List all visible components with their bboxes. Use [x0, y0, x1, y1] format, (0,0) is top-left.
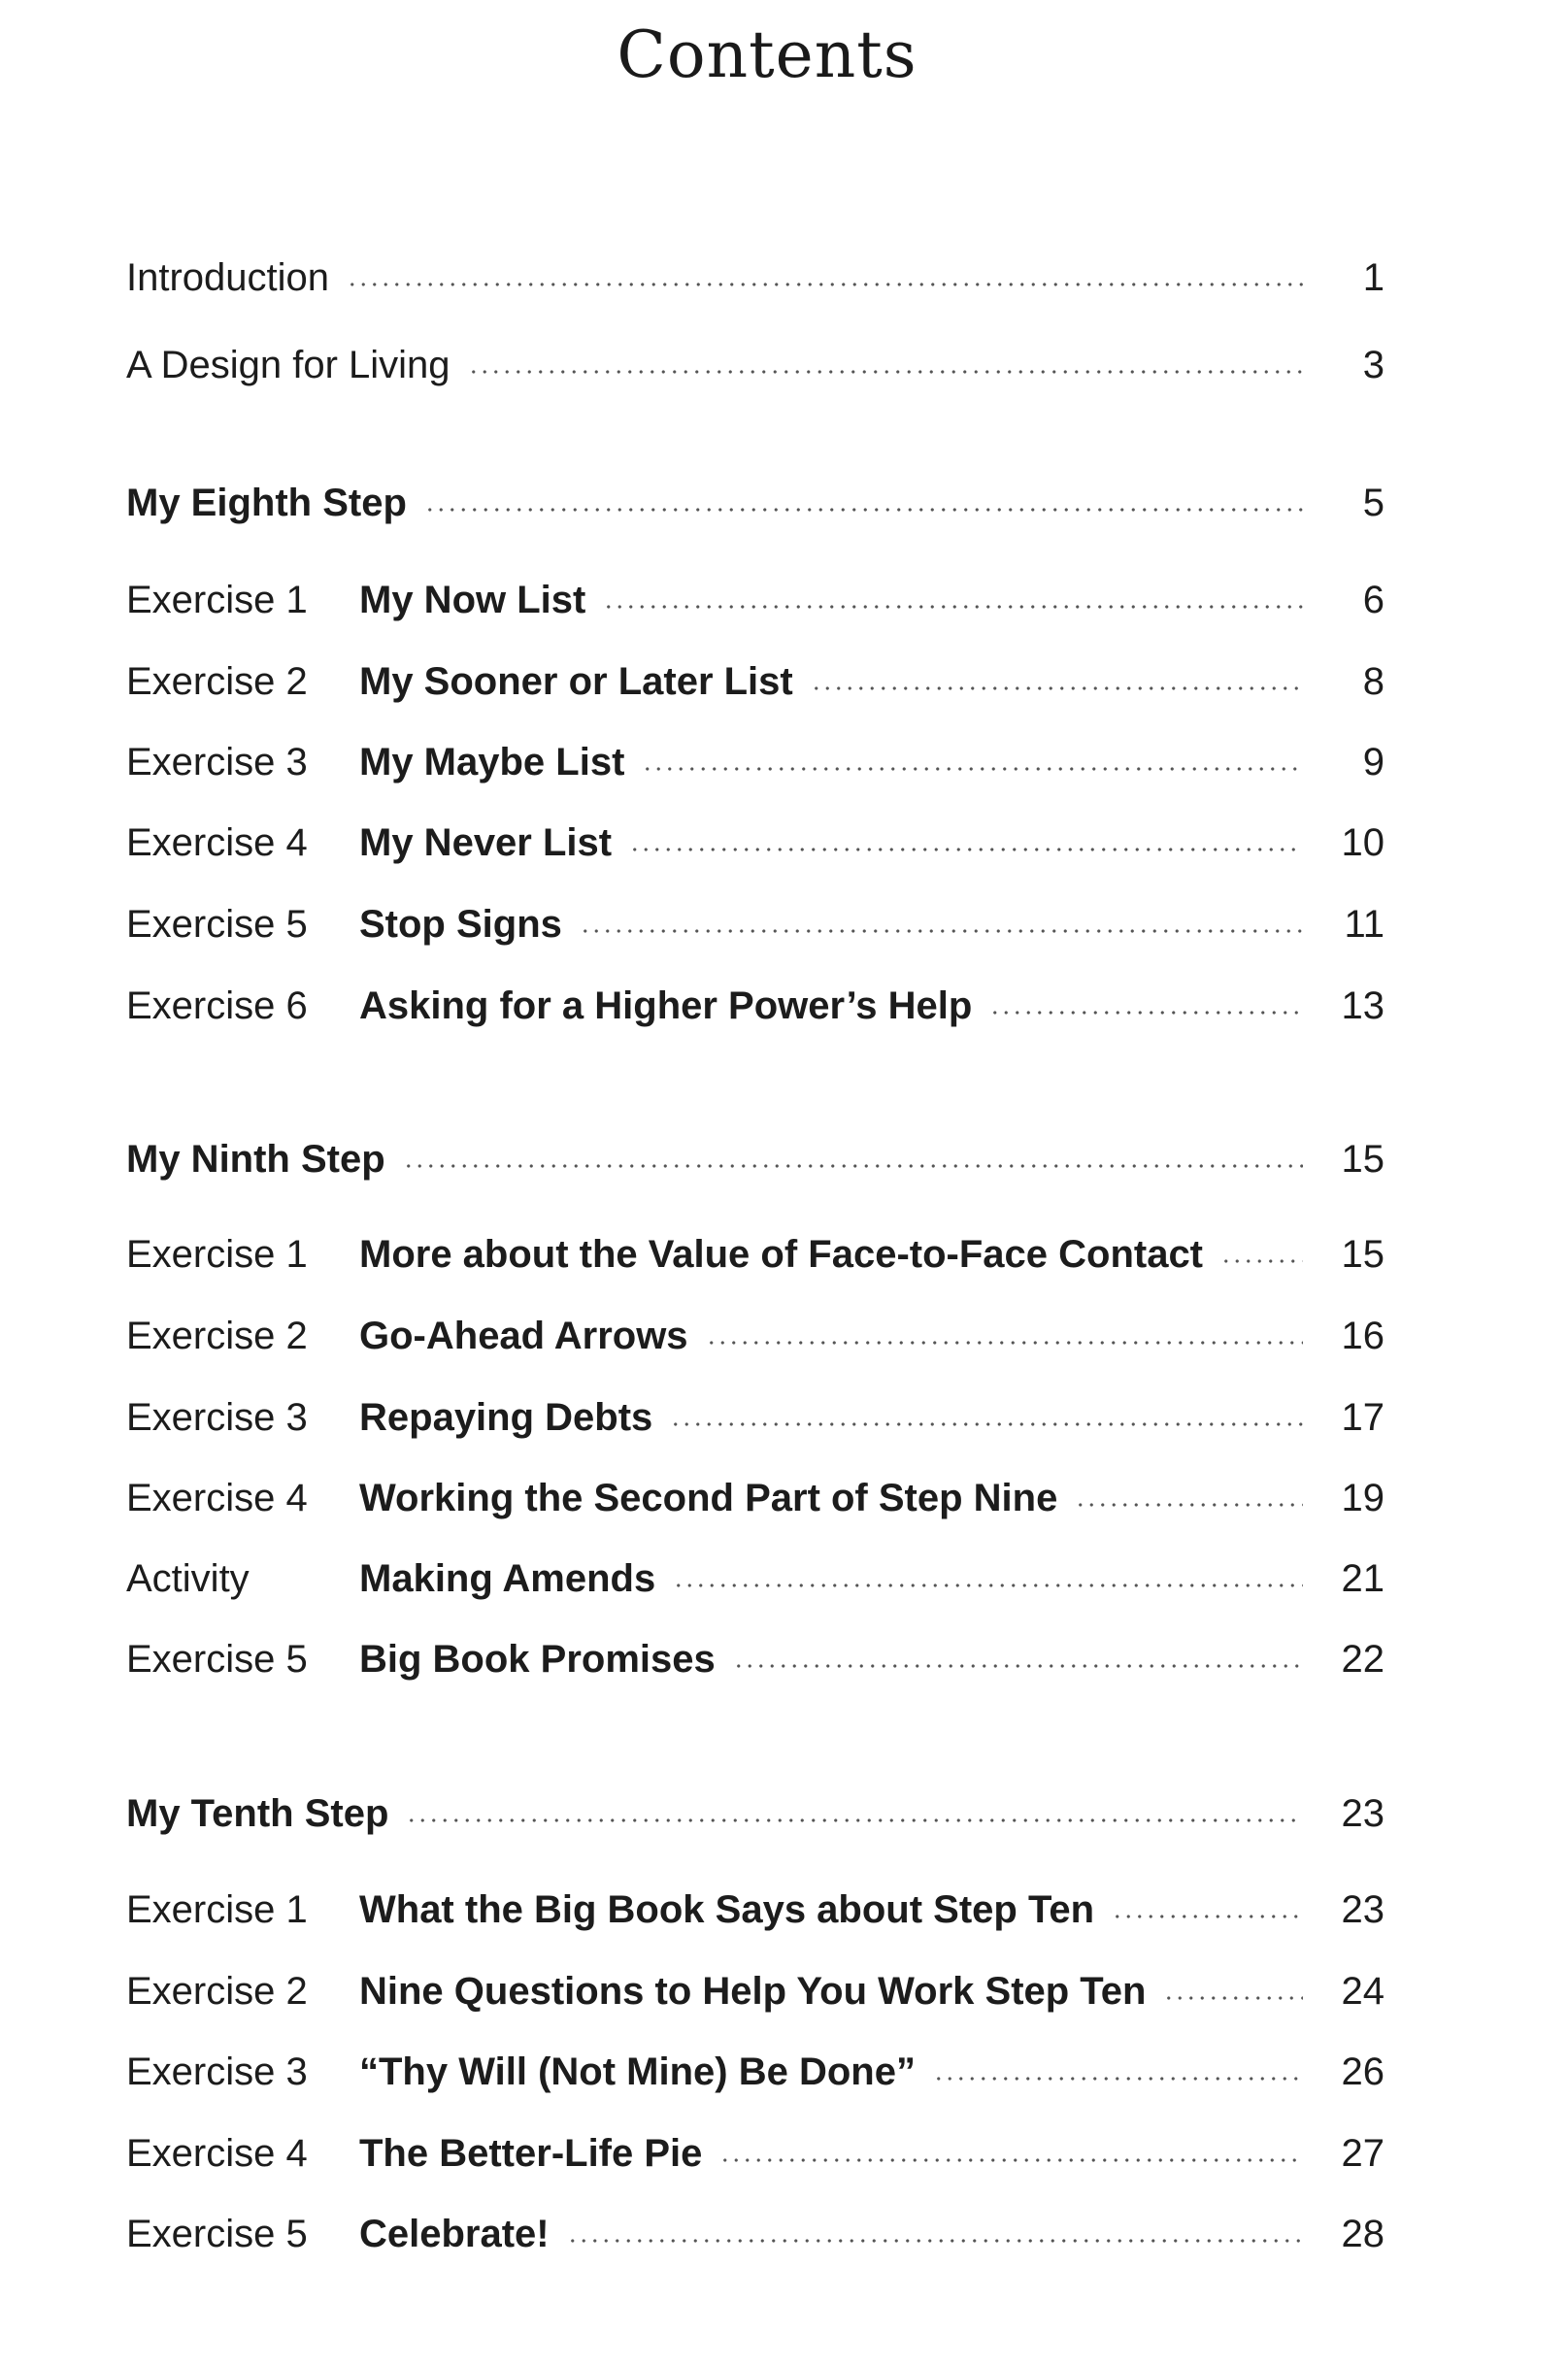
toc-entry[interactable]	[126, 2124, 1385, 2183]
toc-entry[interactable]	[126, 814, 1385, 872]
dot-leader	[642, 766, 1303, 772]
toc-entry[interactable]	[126, 249, 1385, 307]
dot-leader	[719, 2157, 1303, 2163]
toc-entry[interactable]	[126, 977, 1385, 1035]
page-number: 5	[1362, 482, 1385, 524]
toc-entry[interactable]	[126, 895, 1385, 953]
toc-entry[interactable]	[126, 1550, 1385, 1608]
section-title: My Tenth Step	[126, 1792, 389, 1835]
page-number: 17	[1341, 1396, 1385, 1439]
page-number: 11	[1344, 903, 1385, 946]
exercise-label: Exercise 2	[126, 1970, 308, 2013]
toc-entry[interactable]	[126, 1630, 1385, 1688]
toc-entry[interactable]	[126, 652, 1385, 711]
section-heading-entry[interactable]	[126, 1784, 1385, 1843]
entry-title: A Design for Living	[126, 344, 450, 386]
toc-entry[interactable]	[126, 2205, 1385, 2263]
exercise-label: Exercise 4	[126, 2132, 308, 2175]
entry-title: My Sooner or Later List	[359, 660, 793, 703]
dot-leader	[670, 1421, 1303, 1427]
toc-entry[interactable]	[126, 1881, 1385, 1939]
toc-entry[interactable]	[126, 1225, 1385, 1284]
exercise-label: Exercise 5	[126, 903, 308, 946]
page-number: 10	[1341, 821, 1385, 864]
page-title: Contents	[617, 17, 917, 92]
dot-leader	[989, 1010, 1303, 1016]
dot-leader	[1163, 1995, 1303, 2001]
toc-entry[interactable]	[126, 1962, 1385, 2020]
entry-title: The Better-Life Pie	[359, 2132, 703, 2175]
exercise-label: Exercise 3	[126, 741, 308, 783]
page-number: 1	[1362, 256, 1385, 299]
dot-leader	[603, 604, 1303, 610]
dot-leader	[933, 2076, 1303, 2082]
exercise-label: Exercise 5	[126, 1638, 308, 1681]
entry-title: Making Amends	[359, 1557, 656, 1600]
exercise-label: Exercise 5	[126, 2213, 308, 2255]
page-number: 24	[1341, 1970, 1385, 2013]
exercise-label: Exercise 6	[126, 984, 308, 1027]
section-title: My Ninth Step	[126, 1138, 385, 1181]
dot-leader	[580, 928, 1303, 934]
exercise-label: Exercise 1	[126, 1888, 308, 1931]
dot-leader	[424, 507, 1303, 513]
dot-leader	[403, 1163, 1303, 1169]
page-number: 15	[1341, 1233, 1385, 1276]
exercise-label: Exercise 4	[126, 1477, 308, 1519]
exercise-label: Exercise 3	[126, 2050, 308, 2093]
entry-title: Nine Questions to Help You Work Step Ten	[359, 1970, 1147, 2013]
entry-title: My Now List	[359, 579, 586, 621]
dot-leader	[347, 282, 1303, 287]
exercise-label: Exercise 4	[126, 821, 308, 864]
dot-leader	[406, 1817, 1303, 1823]
section-title: My Eighth Step	[126, 482, 407, 524]
entry-title: Asking for a Higher Power’s Help	[359, 984, 973, 1027]
entry-title: My Never List	[359, 821, 613, 864]
exercise-label: Exercise 3	[126, 1396, 308, 1439]
dot-leader	[1220, 1258, 1303, 1264]
toc-entry[interactable]	[126, 571, 1385, 629]
entry-title: More about the Value of Face-to-Face Contact	[359, 1233, 1204, 1276]
entry-title: What the Big Book Says about Step Ten	[359, 1888, 1095, 1931]
dot-leader	[468, 369, 1303, 375]
toc-entry[interactable]	[126, 2043, 1385, 2101]
page-number: 8	[1362, 660, 1385, 703]
exercise-label: Exercise 1	[126, 1233, 308, 1276]
dot-leader	[811, 685, 1303, 691]
entry-title: Introduction	[126, 256, 330, 299]
dot-leader	[1112, 1914, 1303, 1919]
entry-title: Working the Second Part of Step Nine	[359, 1477, 1058, 1519]
entry-title: Big Book Promises	[359, 1638, 716, 1681]
exercise-label: Exercise 2	[126, 660, 308, 703]
dot-leader	[673, 1583, 1303, 1588]
dot-leader	[629, 847, 1303, 852]
dot-leader	[706, 1340, 1303, 1346]
page-number: 3	[1362, 344, 1385, 386]
page-number: 19	[1341, 1477, 1385, 1519]
toc-entry[interactable]	[126, 1469, 1385, 1527]
entry-title: Go-Ahead Arrows	[359, 1315, 688, 1357]
page-number: 21	[1341, 1557, 1385, 1600]
page-number: 16	[1341, 1315, 1385, 1357]
page-number: 13	[1341, 984, 1385, 1027]
entry-title: My Maybe List	[359, 741, 625, 783]
page-number: 23	[1341, 1888, 1385, 1931]
toc-entry[interactable]	[126, 1388, 1385, 1447]
dot-leader	[567, 2238, 1303, 2244]
page-number: 27	[1341, 2132, 1385, 2175]
exercise-label: Exercise 1	[126, 579, 308, 621]
entry-title: Stop Signs	[359, 903, 562, 946]
page-number: 15	[1341, 1138, 1385, 1181]
entry-title: Celebrate!	[359, 2213, 550, 2255]
toc-entry[interactable]	[126, 336, 1385, 394]
page-number: 6	[1362, 579, 1385, 621]
dot-leader	[733, 1663, 1303, 1669]
dot-leader	[1075, 1502, 1303, 1508]
page-number: 23	[1341, 1792, 1385, 1835]
entry-title: “Thy Will (Not Mine) Be Done”	[359, 2050, 916, 2093]
page-number: 28	[1341, 2213, 1385, 2255]
toc-entry[interactable]	[126, 733, 1385, 791]
section-heading-entry[interactable]	[126, 474, 1385, 532]
section-heading-entry[interactable]	[126, 1130, 1385, 1188]
page-number: 22	[1341, 1638, 1385, 1681]
entry-title: Repaying Debts	[359, 1396, 653, 1439]
activity-label: Activity	[126, 1557, 250, 1600]
toc-entry[interactable]	[126, 1307, 1385, 1365]
exercise-label: Exercise 2	[126, 1315, 308, 1357]
page-number: 9	[1362, 741, 1385, 783]
page-number: 26	[1341, 2050, 1385, 2093]
